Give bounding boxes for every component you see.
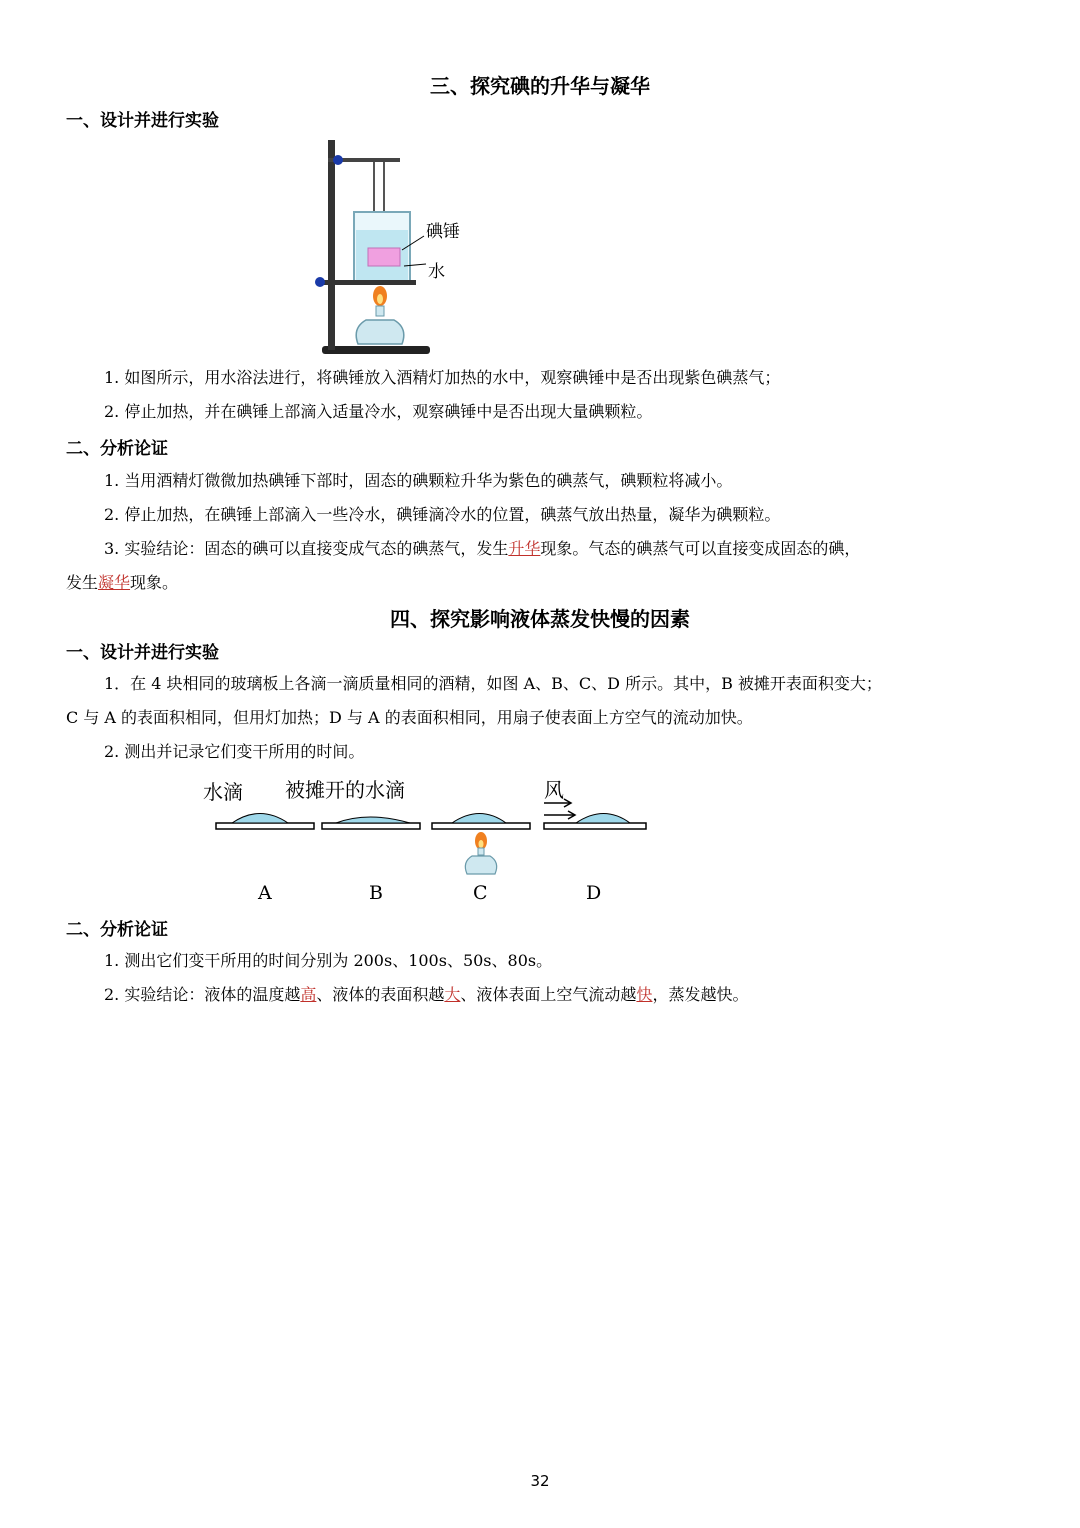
label-b: B xyxy=(369,882,383,904)
alcohol-lamp-c xyxy=(465,856,496,874)
s4-analysis-1: 1. 测出它们变干所用的时间分别为 200s、100s、50s、80s。 xyxy=(104,951,553,970)
section4-title: 四、探究影响液体蒸发快慢的因素 xyxy=(390,607,690,631)
plate-d xyxy=(544,823,646,829)
iodine-tube xyxy=(368,248,400,266)
label-water: 水 xyxy=(428,262,445,282)
answer-area: 大 xyxy=(444,985,461,1004)
plate-a xyxy=(216,823,314,829)
answer-temperature: 高 xyxy=(300,985,317,1004)
ring-support xyxy=(316,280,416,285)
drop-b xyxy=(336,817,410,823)
answer-airflow: 快 xyxy=(636,985,653,1004)
s3-conclusion-line2: 发生凝华现象。 xyxy=(66,573,179,592)
label-wind: 风 xyxy=(544,778,564,802)
iodine-apparatus-figure xyxy=(300,130,500,362)
label-d: D xyxy=(586,882,602,904)
answer-sublimation: 升华 xyxy=(508,539,541,558)
s4-conclusion: 2. 实验结论：液体的温度越高、液体的表面积越大、液体表面上空气流动越快，蒸发越快。 xyxy=(104,985,749,1004)
stand-base xyxy=(322,346,430,354)
s3-analysis-1: 1. 当用酒精灯微微加热碘锤下部时，固态的碘颗粒升华为紫色的碘蒸气，碘颗粒将减小。 xyxy=(104,471,733,490)
label-drop: 水滴 xyxy=(203,780,243,804)
s3-step-2: 2. 停止加热，并在碘锤上部滴入适量冷水，观察碘锤中是否出现大量碘颗粒。 xyxy=(104,402,653,421)
label-tube: 碘锤 xyxy=(426,222,460,242)
drop-a xyxy=(232,814,288,824)
section4-design-heading: 一、设计并进行实验 xyxy=(66,643,219,663)
plate-b xyxy=(322,823,420,829)
drop-c xyxy=(452,814,506,824)
label-a: A xyxy=(258,882,272,904)
stand-pole xyxy=(328,140,335,350)
clamp-knob-ring xyxy=(315,277,325,287)
s4-step-1b: C 与 A 的表面积相同，但用灯加热；D 与 A 的表面积相同，用扇子使表面上方空气的流动加快。 xyxy=(66,708,753,727)
drop-d xyxy=(576,814,630,824)
section4-analysis-heading: 二、分析论证 xyxy=(66,920,168,940)
clamp-knob-top xyxy=(333,155,343,165)
section3-title: 三、探究碘的升华与凝华 xyxy=(430,74,650,98)
page-number: 32 xyxy=(530,1472,550,1490)
s3-analysis-2: 2. 停止加热，在碘锤上部滴入一些冷水，碘锤滴冷水的位置，碘蒸气放出热量，凝华为碘颗粒。 xyxy=(104,505,781,524)
s4-step-1a: 1．在 4 块相同的玻璃板上各滴一滴质量相同的酒精，如图 A、B、C、D 所示。其中，B 被摊开表面积变大； xyxy=(104,674,882,693)
plate-c xyxy=(432,823,530,829)
answer-deposition: 凝华 xyxy=(98,573,131,592)
evaporation-figure xyxy=(200,770,660,880)
label-c: C xyxy=(473,882,488,904)
section3-design-heading: 一、设计并进行实验 xyxy=(66,111,219,131)
s4-step-2: 2. 测出并记录它们变干所用的时间。 xyxy=(104,742,365,761)
s3-step-1: 1. 如图所示，用水浴法进行，将碘锤放入酒精灯加热的水中，观察碘锤中是否出现紫色碘蒸气； xyxy=(104,368,781,387)
section3-analysis-heading: 二、分析论证 xyxy=(66,439,168,459)
s3-conclusion-line1: 3. 实验结论：固态的碘可以直接变成气态的碘蒸气，发生升华现象。气态的碘蒸气可以直接变成固态的碘， xyxy=(104,539,861,558)
alcohol-lamp xyxy=(356,320,404,344)
label-spread-drop: 被摊开的水滴 xyxy=(285,778,405,802)
